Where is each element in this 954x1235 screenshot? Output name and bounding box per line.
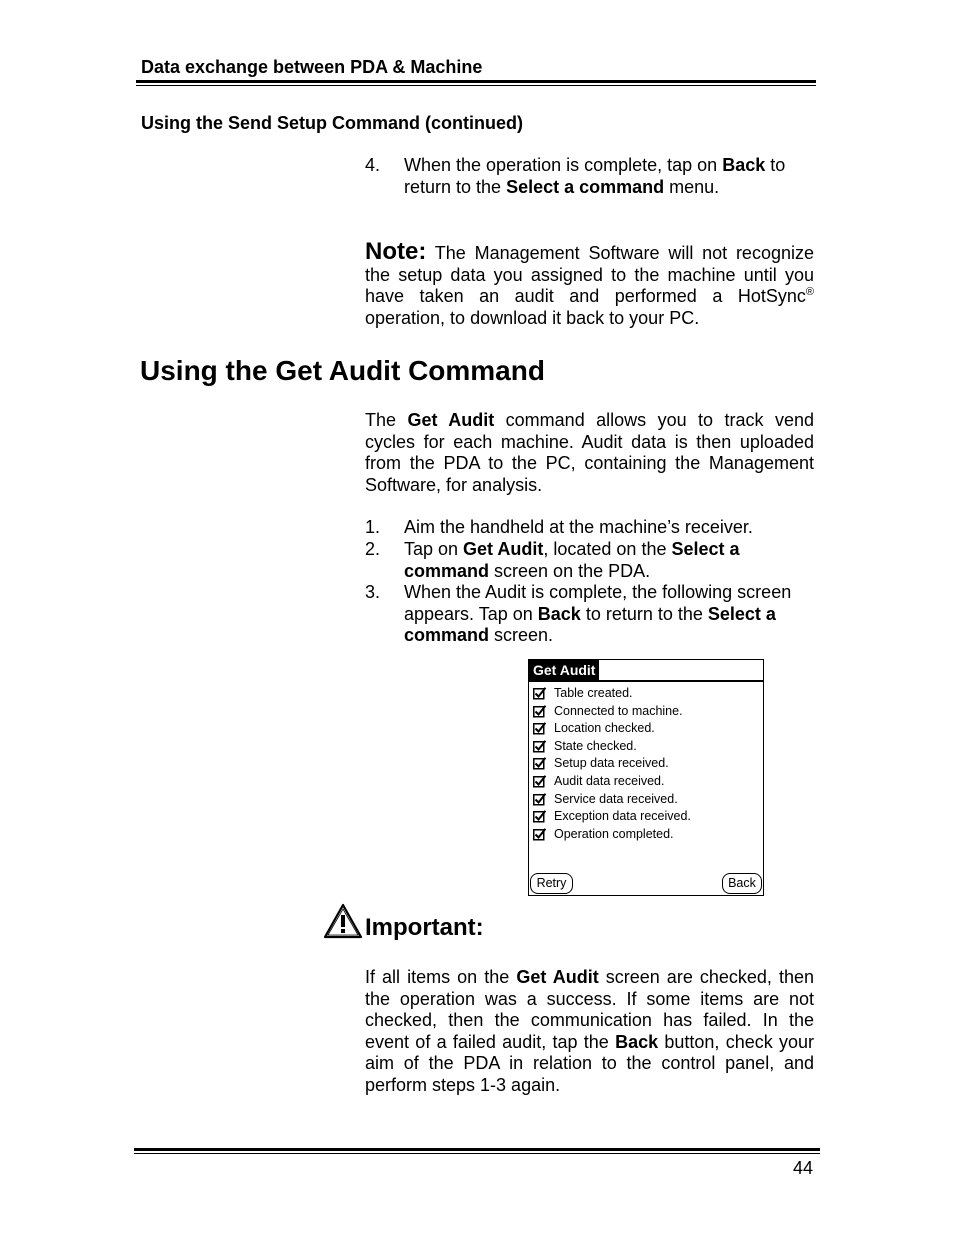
footer-rule-thin <box>134 1153 820 1154</box>
pda-checklist-label: Connected to machine. <box>554 703 683 718</box>
warning-triangle-icon <box>323 903 363 939</box>
pda-screen-title: Get Audit <box>529 660 599 680</box>
checked-checkbox-icon <box>533 810 546 823</box>
checked-checkbox-icon <box>533 828 546 841</box>
section-subheading: Using the Send Setup Command (continued) <box>141 113 523 133</box>
pda-checklist-label: Location checked. <box>554 721 655 736</box>
running-header-title: Data exchange between PDA & Machine <box>141 57 483 77</box>
retry-button[interactable]: Retry <box>530 873 573 894</box>
pda-checklist-label: Service data received. <box>554 791 678 806</box>
important-paragraph: If all items on the Get Audit screen are checked, then the operation was a success. If some items are not checked, then the communication has failed. In the event of a failed audit, tap the Back button, check your aim of the PDA in relation to the control panel, and perform steps 1-3 again. <box>365 967 815 1095</box>
page-title: Using the Get Audit Command <box>140 355 545 386</box>
note-paragraph: Note: The Management Software will not recognize the setup data you assigned to the machine until you have taken an audit and performed a HotSync® operation, to download it back to your PC. <box>365 238 814 328</box>
get-audit-intro: The Get Audit command allows you to track vend cycles for each machine. Audit data is then uploaded from the PDA to the PC, containing the Management Software, for analysis. <box>365 410 814 495</box>
page-number: 44 <box>793 1158 814 1178</box>
back-button[interactable]: Back <box>722 873 762 894</box>
step-text: When the operation is complete, tap on Back to return to the Select a command menu. <box>404 155 786 197</box>
pda-checklist-label: Setup data received. <box>554 756 669 771</box>
footer-rule-thick <box>134 1148 820 1151</box>
pda-checklist-label: Exception data received. <box>554 809 691 824</box>
step-number: 4. <box>365 155 381 175</box>
checked-checkbox-icon <box>533 740 546 753</box>
header-rule-thick <box>136 80 816 83</box>
important-label: Important: <box>365 914 484 941</box>
checked-checkbox-icon <box>533 722 546 735</box>
checked-checkbox-icon <box>533 757 546 770</box>
checked-checkbox-icon <box>533 687 546 700</box>
checked-checkbox-icon <box>533 705 546 718</box>
pda-checklist-label: Table created. <box>554 686 633 700</box>
header-rule-thin <box>136 85 816 86</box>
pda-checklist-label: Operation completed. <box>554 826 674 841</box>
registered-mark: ® <box>805 286 814 298</box>
note-label: Note: <box>365 238 427 265</box>
checked-checkbox-icon <box>533 793 546 806</box>
pda-checklist-label: State checked. <box>554 738 637 753</box>
checked-checkbox-icon <box>533 775 546 788</box>
pda-checklist-label: Audit data received. <box>554 774 665 788</box>
pda-get-audit-screen <box>528 659 764 896</box>
pda-title-rule <box>529 680 763 682</box>
